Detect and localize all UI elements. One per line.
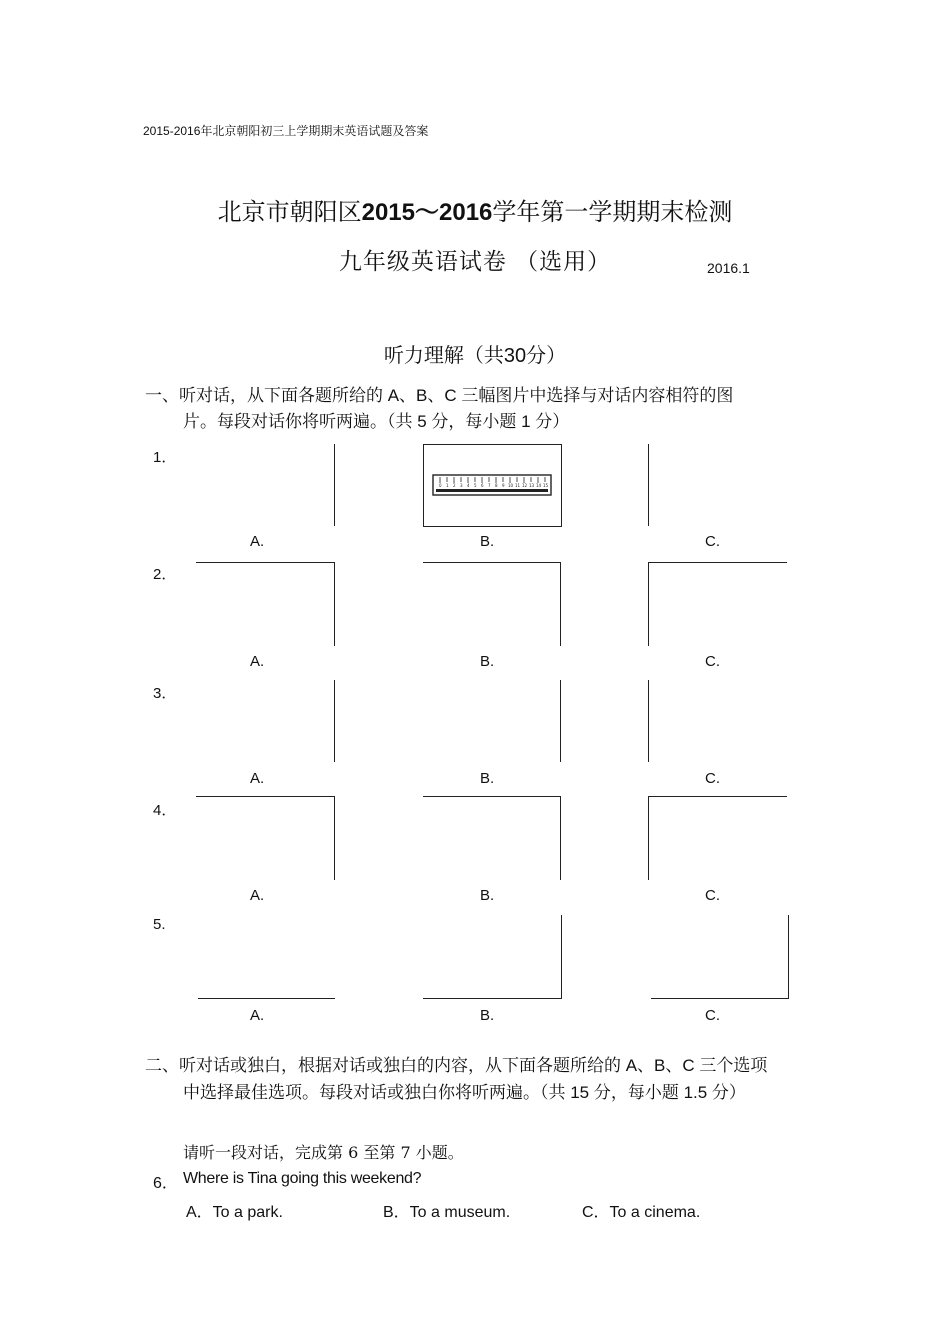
question-number: 6． (153, 1175, 178, 1192)
option-label-c: C. (705, 887, 720, 904)
svg-text:0: 0 (439, 483, 442, 488)
passage-prompt: 请听一段对话，完成第 6 至第 7 小题。 (183, 1143, 464, 1162)
svg-text:15: 15 (543, 483, 549, 488)
question-number: 5. (153, 916, 166, 933)
option-label-b: B. (480, 1007, 495, 1024)
option-label-a: A. (250, 770, 265, 787)
exam-subtitle: 九年级英语试卷 （选用） (338, 249, 612, 275)
exam-title-years: 2015～2016 (361, 199, 493, 226)
svg-text:9: 9 (502, 483, 505, 488)
option-label-c: C. (705, 653, 720, 670)
option-label-a: A. (250, 533, 265, 550)
picture-frame-4c (648, 796, 787, 880)
option-label-c: C. (705, 1007, 720, 1024)
question-text: Where is Tina going this weekend? (183, 1170, 422, 1187)
svg-text:3: 3 (460, 483, 463, 488)
part2-instruction-line1: 二、听对话或独白，根据对话或独白的内容，从下面各题所给的 A、B、C 三个选项 (145, 1056, 768, 1075)
listening-section-title: 听力理解（共30分） (383, 345, 567, 367)
picture-frame-5a (198, 998, 335, 999)
svg-text:6: 6 (481, 483, 484, 488)
svg-text:14: 14 (536, 483, 542, 488)
exam-title-suffix: 学年第一学期期末检测 (492, 198, 733, 226)
svg-text:13: 13 (529, 483, 535, 488)
svg-text:1: 1 (446, 483, 449, 488)
svg-text:10: 10 (508, 483, 514, 488)
picture-frame-3b (560, 680, 561, 762)
question-number: 2． (153, 566, 177, 583)
picture-frame-4b (423, 796, 561, 880)
exam-title (0, 192, 950, 227)
option-label-a: A. (250, 653, 265, 670)
svg-text:7: 7 (488, 483, 491, 488)
option-label-b: B. (480, 887, 495, 904)
option-label-c: C. (705, 533, 720, 550)
svg-text:11: 11 (515, 483, 521, 488)
picture-frame-1b (423, 444, 562, 527)
picture-frame-2a (196, 562, 335, 646)
ruler-icon (432, 473, 552, 497)
answer-option-b: B．To a museum. (383, 1204, 511, 1221)
part2-instruction-line2: 中选择最佳选项。每段对话或独白你将听两遍。（共 15 分，每小题 1.5 分） (183, 1083, 746, 1102)
picture-frame-4a (196, 796, 335, 880)
option-label-b: B. (480, 533, 495, 550)
option-label-b: B. (480, 770, 495, 787)
picture-frame-5c (651, 915, 789, 999)
exam-title-prefix: 北京市朝阳区 (217, 198, 362, 226)
picture-frame-1c (648, 444, 649, 526)
picture-frame-2b (423, 562, 561, 646)
question-number: 3． (153, 685, 177, 702)
svg-text:12: 12 (522, 483, 528, 488)
option-label-a: A. (250, 887, 265, 904)
svg-text:4: 4 (467, 483, 470, 488)
svg-text:8: 8 (495, 483, 498, 488)
option-label-b: B. (480, 653, 495, 670)
picture-frame-1a (334, 444, 335, 526)
question-number: 1． (153, 449, 177, 466)
part1-instruction-line2: 片。每段对话你将听两遍。（共 5 分，每小题 1 分） (183, 412, 570, 431)
picture-frame-5b (423, 915, 562, 999)
exam-date: 2016.1 (707, 260, 750, 276)
answer-option-c: C．To a cinema. (582, 1204, 701, 1221)
picture-frame-2c (648, 562, 787, 646)
picture-frame-3c (648, 680, 649, 762)
part1-instruction-line1: 一、听对话，从下面各题所给的 A、B、C 三幅图片中选择与对话内容相符的图 (145, 386, 734, 405)
option-label-c: C. (705, 770, 720, 787)
svg-text:5: 5 (474, 483, 477, 488)
question-number: 4． (153, 802, 177, 819)
picture-frame-3a (334, 680, 335, 762)
option-label-a: A. (250, 1007, 265, 1024)
svg-text:2: 2 (453, 483, 456, 488)
answer-option-a: A．To a park. (186, 1204, 283, 1221)
document-source-title: 2015-2016年北京朝阳初三上学期期末英语试题及答案 (143, 124, 429, 138)
